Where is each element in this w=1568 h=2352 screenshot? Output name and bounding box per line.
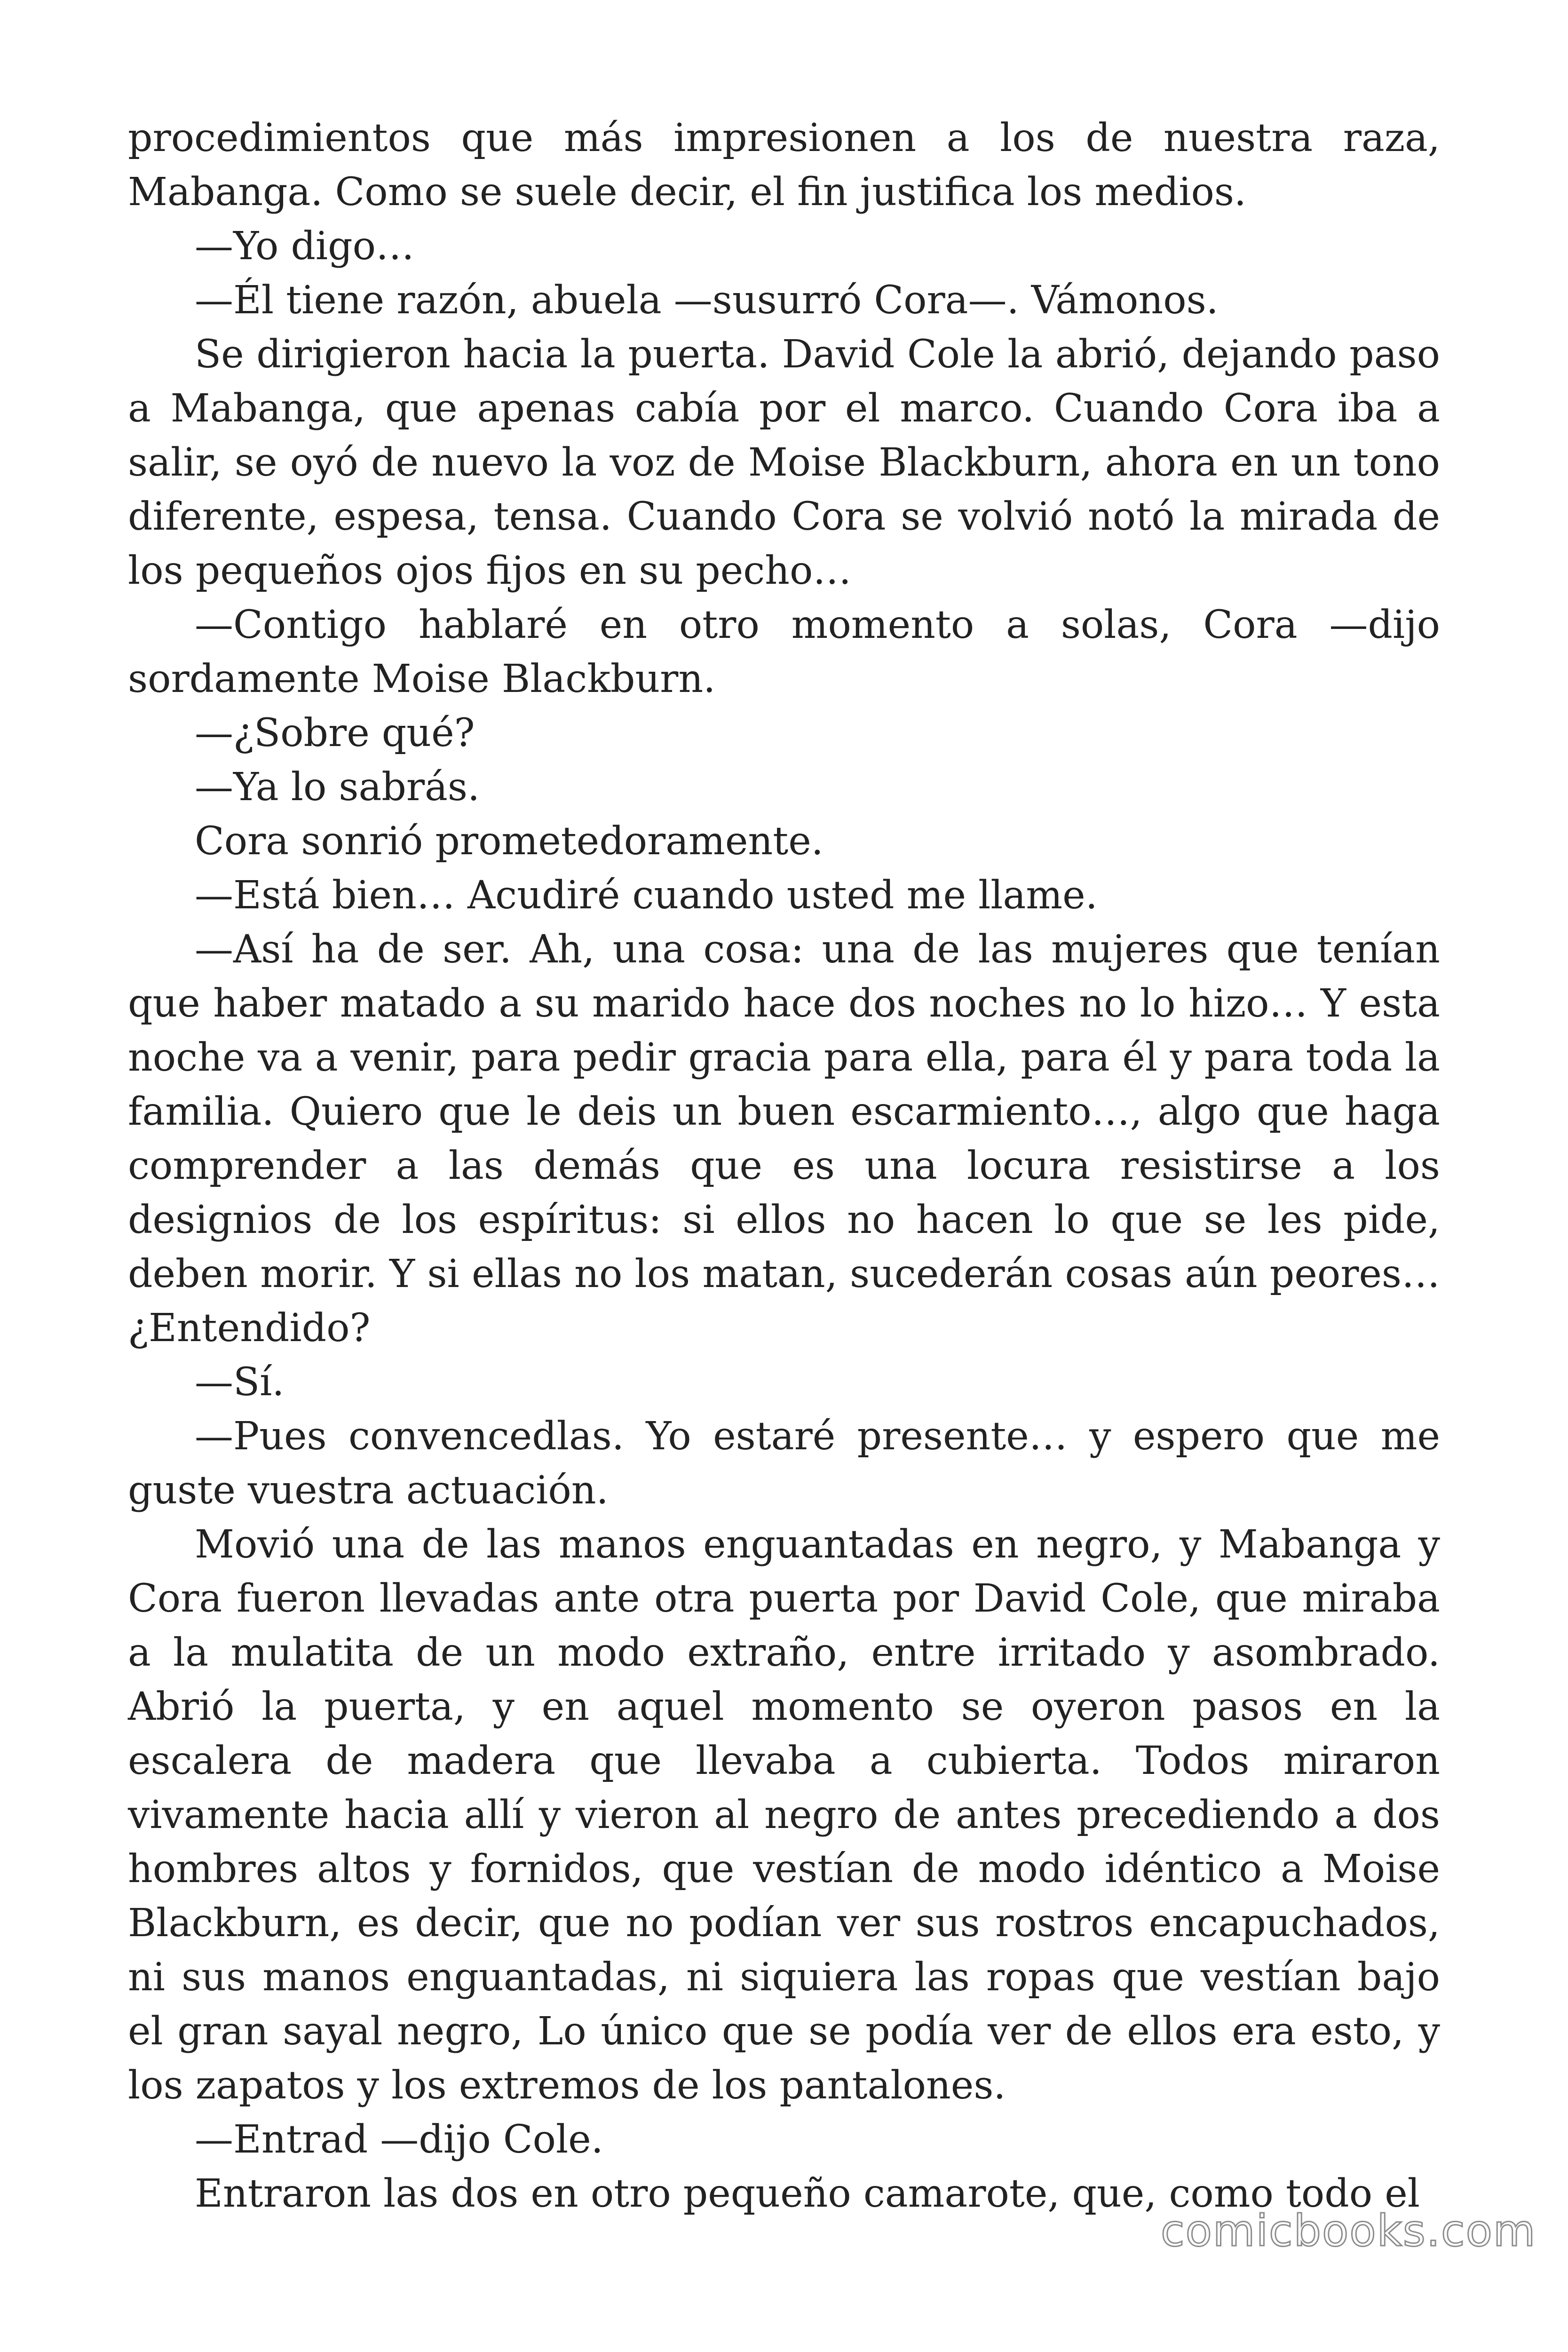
paragraph: —Pues convencedlas. Yo estaré presente… y espero que me guste vuestra actuación. — [128, 1414, 1440, 1513]
paragraph: —Está bien… Acudiré cuando usted me llame. — [195, 873, 1098, 918]
paragraph: —Así ha de ser. Ah, una cosa: una de las mujeres que tenían que haber matado a su marido hace dos noches no lo hizo… Y esta noche va a venir, para pedir gracia para ella, para él y para toda la familia. Quiero que le deis un buen escarmiento…, algo que haga comprender a las demás que es una locura resistirse a los designios de los espíritus: si ellos no hacen lo que se les pide, deben morir. Y si ellas no los matan, sucederán cosas aún peores… ¿Entendido? — [128, 927, 1440, 1351]
paragraph: —Sí. — [195, 1360, 285, 1405]
paragraph: —Él tiene razón, abuela —susurró Cora—. Vámonos. — [195, 278, 1219, 323]
paragraph-continuation: procedimientos que más impresionen a los de nuestra raza, Mabanga. Como se suele decir, el fin justifica los medios. — [128, 116, 1440, 215]
paragraph: Movió una de las manos enguantadas en negro, y Mabanga y Cora fueron llevadas ante otra puerta por David Cole, que miraba a la mulatita de un modo extraño, entre irritado y asombrado. Abrió la puerta, y en aquel momento se oyeron pasos en la escalera de madera que llevaba a cubierta. Todos miraron vivamente hacia allí y vieron al negro de antes precediendo a dos hombres altos y fornidos, que vestían de modo idéntico a Moise Blackburn, es decir, que no podían ver sus rostros encapuchados, ni sus manos enguantadas, ni siquiera las ropas que vestían bajo el gran sayal negro, Lo único que se podía ver de ellos era esto, y los zapatos y los extremos de los pantalones. — [128, 1522, 1440, 2108]
watermark: comicbooks.com — [1161, 2206, 1536, 2256]
paragraph: —Yo digo… — [195, 224, 415, 269]
paragraph: —Contigo hablaré en otro momento a solas, Cora —dijo sordamente Moise Blackburn. — [128, 603, 1440, 701]
page-text — [128, 111, 1440, 2221]
paragraph: —Ya lo sabrás. — [195, 765, 480, 810]
paragraph-last: Entraron las dos en otro pequeño camarote, que, como todo el — [195, 2171, 1420, 2216]
paragraph: —Entrad —dijo Cole. — [195, 2117, 603, 2162]
paragraph: —¿Sobre qué? — [195, 711, 475, 755]
paragraph: Se dirigieron hacia la puerta. David Cole la abrió, dejando paso a Mabanga, que apenas cabía por el marco. Cuando Cora iba a salir, se oyó de nuevo la voz de Moise Blackburn, ahora en un tono diferente, espesa, tensa. Cuando Cora se volvió notó la mirada de los pequeños ojos fijos en su pecho… — [128, 332, 1440, 593]
paragraph: Cora sonrió prometedoramente. — [195, 819, 824, 864]
